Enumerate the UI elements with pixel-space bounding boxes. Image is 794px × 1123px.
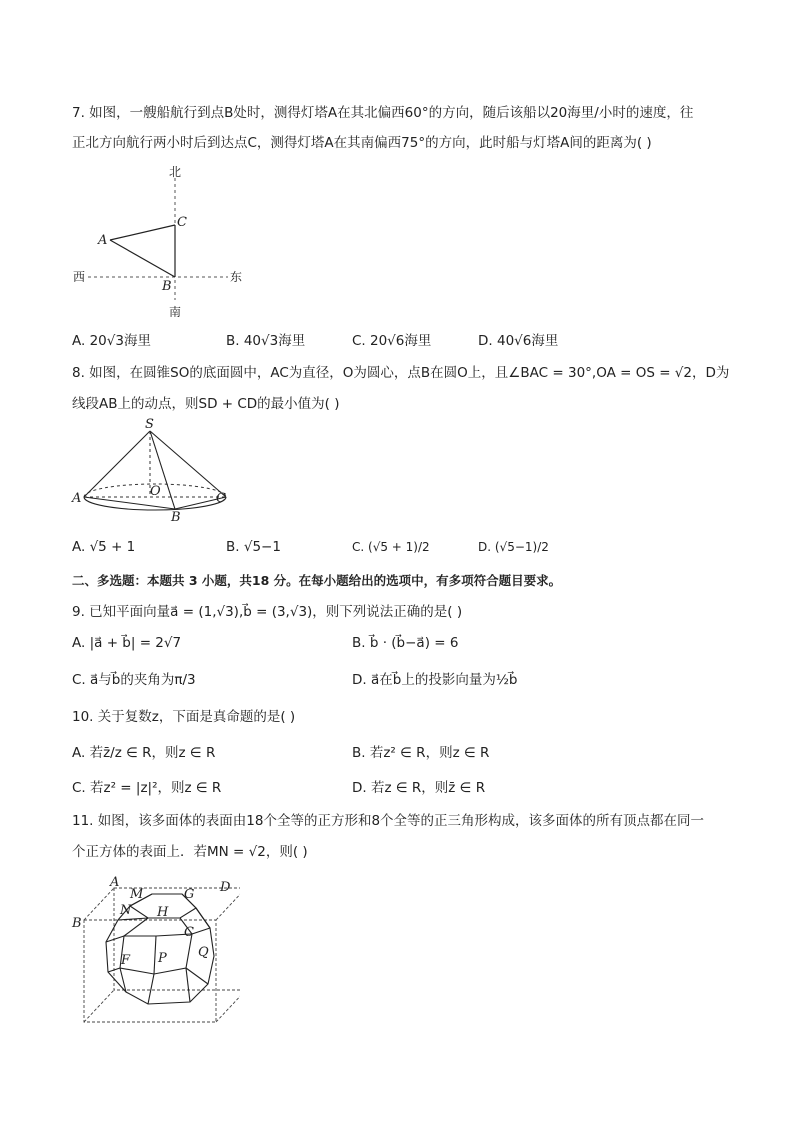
label-c: C xyxy=(216,491,226,506)
label-point-c: C xyxy=(177,215,187,230)
q10-text-line1: 10. 关于复数z，下面是真命题的是( ) xyxy=(72,709,296,725)
q7-text-line1: 7. 如图，一艘船航行到点B处时，测得灯塔A在其北偏西60°的方向，随后该船以20海里/小时的速度，往 xyxy=(72,105,694,121)
label-p: P xyxy=(158,951,167,966)
label-b: B xyxy=(171,510,181,525)
label-point-b: B xyxy=(162,279,172,294)
q9-option-a[interactable]: A. |a⃗ + b⃗| = 2√7 xyxy=(72,635,182,651)
label-point-a: A xyxy=(98,233,108,248)
q8-option-a[interactable]: A. √5 + 1 xyxy=(72,539,136,555)
label-d: D xyxy=(220,880,231,895)
q8-text-line2: 线段AB上的动点，则SD + CD的最小值为( ) xyxy=(72,396,340,412)
q8-text-line1: 8. 如图，在圆锥SO的底面圆中，AC为直径，O为圆心，点B在圆O上，且∠BAC = 30°,OA = OS = √2，D为 xyxy=(72,365,730,381)
label-c: C xyxy=(184,925,194,940)
q11-text-line2: 个正方体的表面上．若MN = √2，则( ) xyxy=(72,844,308,860)
q8-option-b[interactable]: B. √5−1 xyxy=(226,539,281,555)
label-q: Q xyxy=(198,945,209,960)
q11-text-line1: 11. 如图，该多面体的表面由18个全等的正方形和8个全等的正三角形构成，该多面体的所有顶点都在同一 xyxy=(72,813,705,829)
label-g: G xyxy=(184,887,195,902)
label-m: M xyxy=(130,887,144,902)
label-s: S xyxy=(145,417,154,432)
label-north: 北 xyxy=(169,165,182,179)
q10-option-d[interactable]: D. 若z ∈ R，则z̄ ∈ R xyxy=(352,780,486,796)
label-b: B xyxy=(72,916,82,931)
q7-option-c[interactable]: C. 20√6海里 xyxy=(352,333,432,349)
label-f: F xyxy=(121,953,131,968)
q10-option-a[interactable]: A. 若z̄/z ∈ R，则z ∈ R xyxy=(72,745,216,761)
q8-figure xyxy=(70,415,240,525)
q10-option-c[interactable]: C. 若z² = |z|²，则z ∈ R xyxy=(72,780,222,796)
q8-option-d[interactable]: D. (√5−1)/2 xyxy=(478,540,549,554)
label-n: N xyxy=(120,903,132,918)
q7-figure xyxy=(70,160,250,325)
segment-ab xyxy=(110,240,175,277)
segment-ac xyxy=(110,225,175,240)
label-o: O xyxy=(150,484,161,499)
q10-option-b[interactable]: B. 若z² ∈ R，则z ∈ R xyxy=(352,745,490,761)
q7-option-a[interactable]: A. 20√3海里 xyxy=(72,333,151,349)
slant-sa xyxy=(84,431,150,497)
q7-option-b[interactable]: B. 40√3海里 xyxy=(226,333,306,349)
label-a: A xyxy=(110,875,120,890)
q9-text-line1: 9. 已知平面向量a⃗ = (1,√3),b⃗ = (3,√3)，则下列说法正确的是( ) xyxy=(72,604,463,620)
label-west: 西 xyxy=(73,270,86,284)
label-east: 东 xyxy=(230,270,243,284)
segment-ab xyxy=(84,497,175,509)
q9-option-b[interactable]: B. b⃗ · (b⃗−a⃗) = 6 xyxy=(352,635,459,651)
q9-option-c[interactable]: C. a⃗与b⃗的夹角为π/3 xyxy=(72,672,196,688)
q7-option-d[interactable]: D. 40√6海里 xyxy=(478,333,559,349)
slant-sc xyxy=(150,431,226,497)
label-h: H xyxy=(157,905,169,920)
label-a: A xyxy=(72,491,82,506)
q11-figure xyxy=(70,872,240,1027)
q7-text-line2: 正北方向航行两小时后到达点C，测得灯塔A在其南偏西75°的方向，此时船与灯塔A间的距离为( ) xyxy=(72,135,652,151)
q9-option-d[interactable]: D. a⃗在b⃗上的投影向量为½b⃗ xyxy=(352,672,518,688)
section-two-heading: 二、多选题：本题共 3 小题，共18 分。在每小题给出的选项中，有多项符合题目要求。 xyxy=(72,573,562,588)
q8-option-c[interactable]: C. (√5 + 1)/2 xyxy=(352,540,430,554)
label-south: 南 xyxy=(169,305,182,319)
